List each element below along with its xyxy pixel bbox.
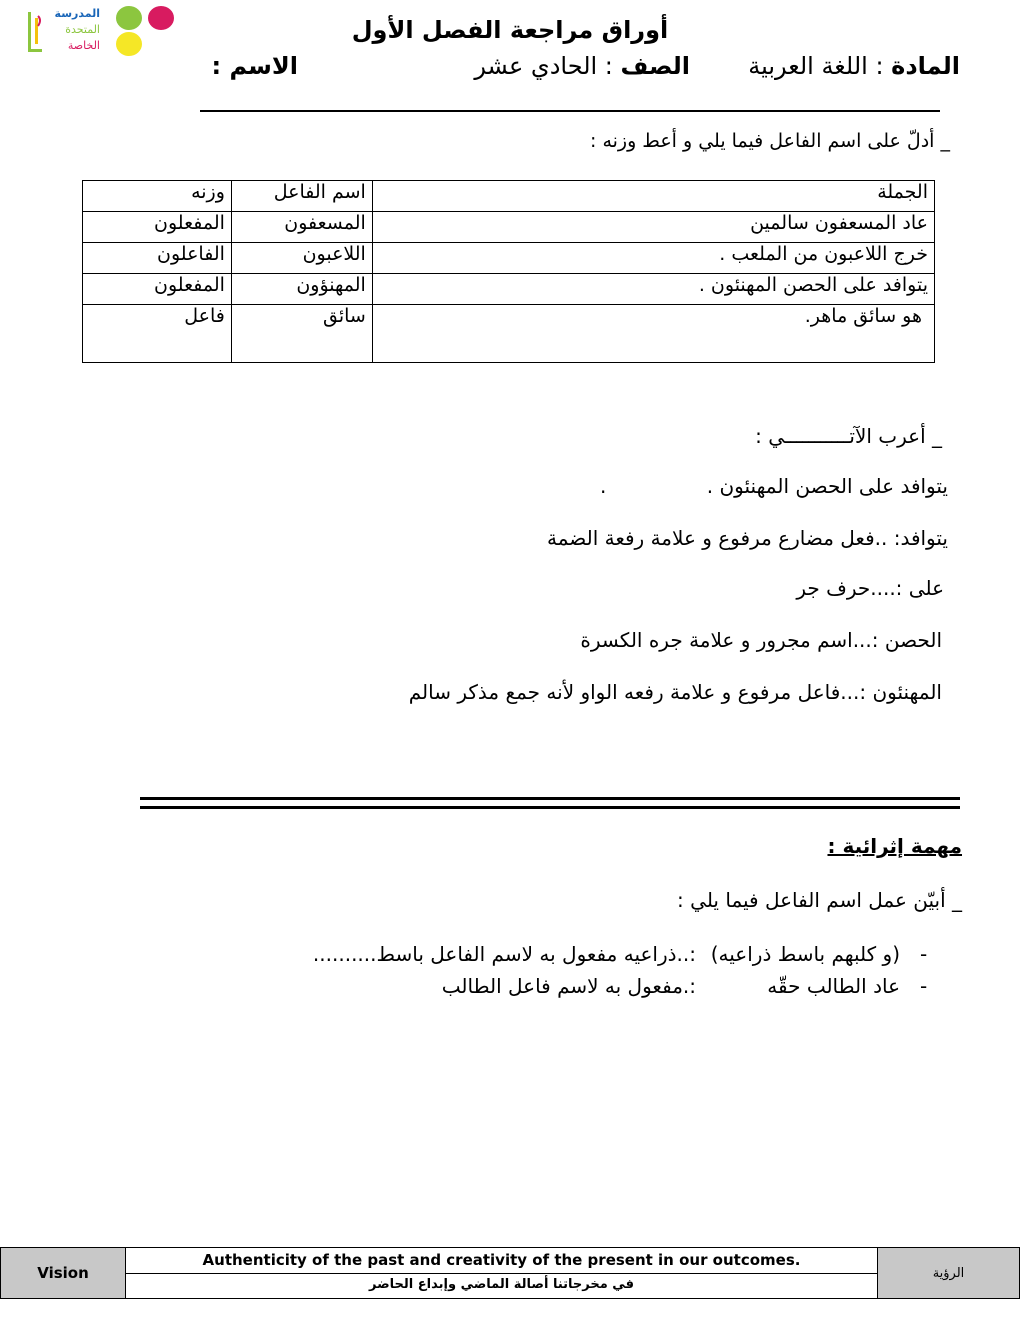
logo-text [52, 6, 100, 54]
table-row [83, 212, 935, 243]
subject-label: المادة [891, 52, 960, 80]
table-header-row [83, 181, 935, 212]
section-divider-bottom [140, 806, 960, 809]
grade-field [474, 52, 690, 84]
table-cell: خرج اللاعبون من الملعب . [372, 243, 934, 274]
parse-line: يتوافد: ..فعل مضارع مرفوع و علامة رفعة الضمة [546, 526, 948, 550]
header-divider [200, 110, 940, 112]
vision-text-en: Authenticity of the past and creativity of the present in our outcomes. [126, 1247, 877, 1274]
active-participle-table [82, 180, 935, 363]
table-header-cell: اسم الفاعل [231, 181, 372, 212]
section1-instruction: _ أدلّ على اسم الفاعل فيما يلي و أعط وزنه : [590, 130, 950, 152]
table-cell: يتوافد على الحصن المهنئون . [372, 274, 934, 305]
subject-value: : اللغة العربية [748, 52, 884, 80]
enrichment-item-bullet: - [920, 942, 928, 966]
table-cell: هو سائق ماهر. [372, 305, 934, 363]
logo-emblem-icon [26, 10, 44, 54]
logo-line-1: المدرسة [54, 7, 100, 20]
parse-line: الحصن :...اسم مجرور و علامة جره الكسرة [580, 628, 942, 652]
subject-field [748, 52, 960, 84]
enrichment-item-sentence: (و كلبهم باسط ذراعيه) [710, 942, 900, 966]
vision-label-ar: الرؤية [877, 1247, 1020, 1299]
logo-line-3: الخاصة [67, 39, 100, 52]
parse-sentence-dot: . [600, 474, 607, 498]
parse-sentence: يتوافد على الحصن المهنئون . [706, 474, 948, 498]
table-cell: اللاعبون [231, 243, 372, 274]
table-cell: سائق [231, 305, 372, 363]
table-cell: المهنؤون [231, 274, 372, 305]
enrichment-heading: مهمة إثرائية : [827, 834, 962, 858]
logo-line-2: المتحدة [65, 23, 100, 36]
table-row [83, 243, 935, 274]
table-cell: المسعفون [231, 212, 372, 243]
vision-label-en: Vision [0, 1247, 126, 1299]
page-title: أوراق مراجعة الفصل الأول [351, 16, 669, 44]
vision-footer [0, 1247, 1020, 1299]
table-row [83, 274, 935, 305]
table-cell: المفعلون [83, 212, 232, 243]
name-label: الاسم : [211, 52, 298, 80]
enrichment-item-bullet: - [920, 974, 928, 998]
table-cell: المفعلون [83, 274, 232, 305]
logo-dot-pink [148, 6, 174, 30]
table-cell: عاد المسعفون سالمين [372, 212, 934, 243]
vision-text-ar: في مخرجاتنا أصالة الماضي وإبداع الحاضر [126, 1274, 877, 1299]
table-header-cell: وزنه [83, 181, 232, 212]
table-cell: الفاعلون [83, 243, 232, 274]
enrichment-item-answer: :..ذراعيه مفعول به لاسم الفاعل باسط.......... [312, 942, 696, 966]
grade-value: : الحادي عشر [474, 52, 613, 80]
enrichment-item-answer: :.مفعول به لاسم فاعل الطالب [441, 974, 696, 998]
table-row [83, 305, 935, 363]
section-divider-top [140, 797, 960, 800]
table-cell: فاعل [83, 305, 232, 363]
parse-line: المهنئون :...فاعل مرفوع و علامة رفعه الواو لأنه جمع مذكر سالم [408, 680, 942, 704]
logo-dot-yellow [116, 32, 142, 56]
section2-instruction: _ أعرب الآتـــــــــــي : [755, 424, 942, 448]
section3-instruction: _ أبيّن عمل اسم الفاعل فيما يلي : [677, 888, 962, 912]
table-header-cell: الجملة [372, 181, 934, 212]
logo-dot-green [116, 6, 142, 30]
school-logo [22, 6, 182, 58]
name-field [212, 52, 298, 84]
enrichment-item-sentence: عاد الطالب حقّه [767, 974, 900, 998]
grade-label: الصف [620, 52, 690, 80]
parse-line: على :....حرف جر [796, 576, 944, 600]
